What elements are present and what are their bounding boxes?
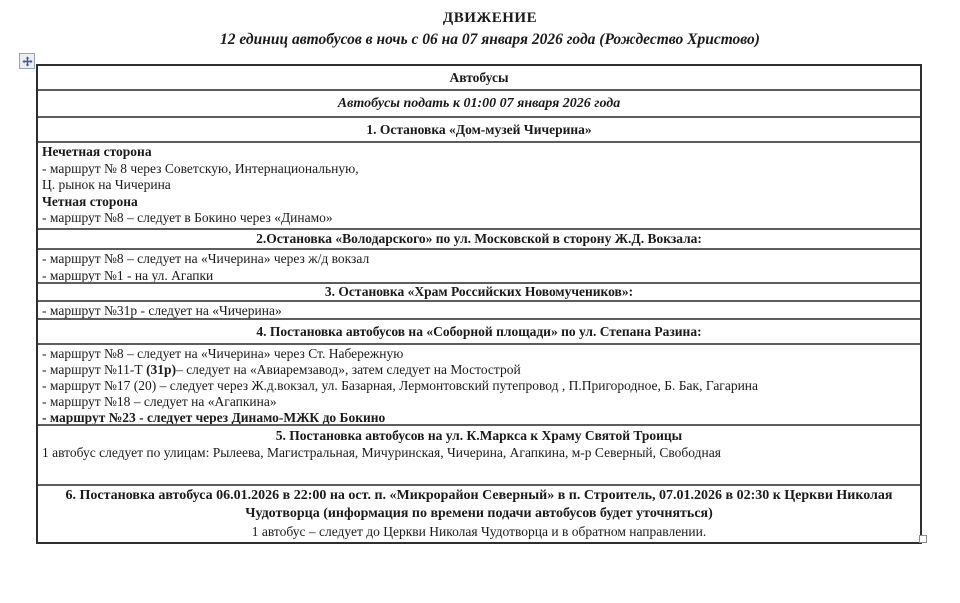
section2-line1: - маршрут №8 – следует на «Чичерина» через ж/д вокзал — [42, 251, 370, 266]
document-title: ДВИЖЕНИЕ — [442, 10, 538, 26]
section4-line2 — [42, 362, 916, 378]
section3-header: 3. Остановка «Храм Российских Новомучеников»: — [324, 284, 634, 299]
section6-line1: 1 автобус – следует до Церкви Николая Чудотворца и в обратном направлении. — [251, 524, 707, 539]
table-subtitle-row — [38, 91, 920, 118]
section1-header-row — [38, 118, 920, 143]
section1-line1: Нечетная сторона — [42, 144, 152, 159]
table-resize-handle[interactable] — [919, 535, 927, 543]
section4-line2-post: – следует на «Авиаремзавод», затем следует на Мостострой — [176, 362, 521, 377]
move-cross-icon — [22, 56, 33, 67]
section4-line2-pre: - маршрут №11-Т — [42, 362, 147, 377]
section4-header-row — [38, 320, 920, 345]
document-title-block — [20, 10, 960, 49]
section3-line1: - маршрут №31р - следует на «Чичерина» — [42, 303, 282, 318]
section1-line2: - маршрут № 8 через Советскую, Интернациональную, — [42, 160, 359, 176]
section4-line3: - маршрут №17 (20) – следует через Ж.д.вокзал, ул. Базарная, Лермонтовский путепровод , П.Пригородное, Б. Бак, Гагарина — [42, 378, 759, 393]
section4-header: 4. Постановка автобусов на «Соборной площади» по ул. Степана Разина: — [256, 323, 702, 339]
table-title-row — [38, 66, 920, 91]
section2-header: 2.Остановка «Володарского» по ул. Московской в сторону Ж.Д. Вокзала: — [256, 231, 702, 246]
table-move-handle[interactable] — [19, 53, 35, 69]
section1-content-row — [38, 143, 920, 230]
section4-line5: - маршрут №23 - следует через Динамо-МЖК до Бокино — [42, 410, 386, 425]
section6-row — [38, 486, 920, 542]
section4-line1: - маршрут №8 – следует на «Чичерина» через Ст. Набережную — [42, 346, 404, 361]
section1-header: 1. Остановка «Дом-музей Чичерина» — [366, 121, 592, 137]
section1-line5: - маршрут №8 – следует в Бокино через «Динамо» — [42, 210, 333, 225]
section5-row — [38, 426, 920, 486]
section4-line4: - маршрут №18 – следует на «Агапкина» — [42, 394, 277, 409]
section1-line4: Четная сторона — [42, 193, 138, 209]
section3-header-row — [38, 284, 920, 302]
section4-line2-bold: (31р) — [146, 362, 177, 377]
table-title: Автобусы — [449, 69, 509, 85]
section2-header-row — [38, 230, 920, 250]
section5-header: 5. Постановка автобусов на ул. К.Маркса к Храму Святой Троицы — [275, 428, 683, 443]
section2-line2: - маршрут №1 - на ул. Агапки — [42, 267, 214, 283]
section4-content-row — [38, 345, 920, 426]
bus-schedule-table — [36, 64, 922, 544]
document-subtitle: 12 единиц автобусов в ночь с 06 на 07 января 2026 года (Рождество Христово) — [220, 31, 760, 48]
table-subtitle: Автобусы подать к 01:00 07 января 2026 года — [337, 95, 621, 111]
section3-content-row — [38, 302, 920, 320]
section6-header: 6. Постановка автобуса 06.01.2026 в 22:00 на ост. п. «Микрорайон Северный» в п. Строитель, 07.01.2026 в 02:30 к Церкви Николая Чудотворца (информация по времени подачи автобусов будет уточняться) — [65, 488, 893, 521]
section1-line3: Ц. рынок на Чичерина — [42, 177, 171, 192]
section2-content-row — [38, 250, 920, 284]
section5-line1: 1 автобус следует по улицам: Рылеева, Магистральная, Мичуринская, Чичерина, Агапкина, м-р Северный, Свободная — [42, 445, 721, 460]
